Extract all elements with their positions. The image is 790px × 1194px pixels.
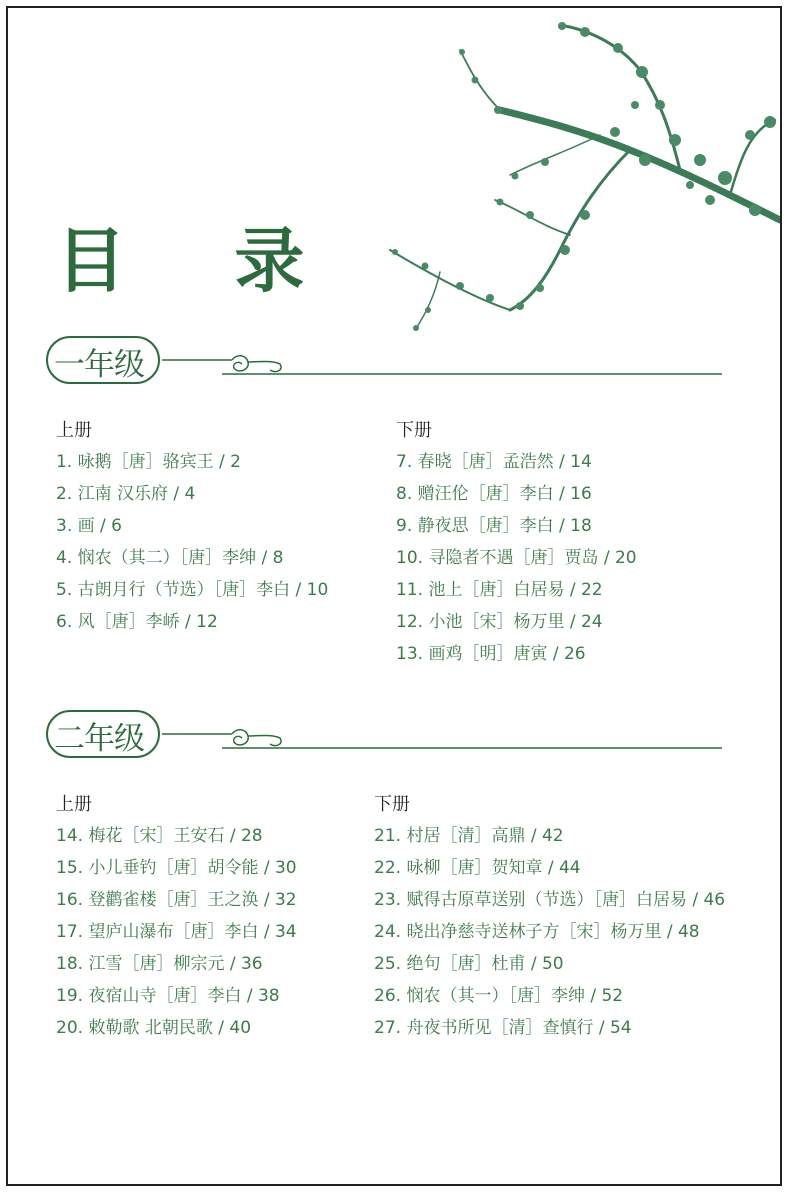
toc-entry[interactable]: 27. 舟夜书所见［清］查慎行 / 54 — [374, 1018, 632, 1038]
toc-entry[interactable]: 18. 江雪［唐］柳宗元 / 36 — [56, 954, 263, 974]
page-title: 目 录 — [56, 219, 347, 302]
plum-branch-icon — [380, 10, 780, 340]
toc-entry[interactable]: 19. 夜宿山寺［唐］李白 / 38 — [56, 986, 280, 1006]
grade-one-volume-2 — [396, 416, 637, 670]
toc-entry[interactable]: 6. 风［唐］李峤 / 12 — [56, 612, 218, 632]
toc-entry[interactable]: 5. 古朗月行（节选）［唐］李白 / 10 — [56, 580, 329, 600]
grade-one-header — [44, 334, 724, 386]
toc-entry[interactable]: 11. 池上［唐］白居易 / 22 — [396, 580, 603, 600]
grade-two-label: 二年级 — [54, 721, 144, 757]
toc-entry[interactable]: 14. 梅花［宋］王安石 / 28 — [56, 826, 263, 846]
volume-heading: 上册 — [56, 420, 92, 441]
grade-divider-line — [162, 708, 722, 760]
volume-heading: 下册 — [374, 794, 410, 815]
toc-entry[interactable]: 8. 赠汪伦［唐］李白 / 16 — [396, 484, 592, 504]
toc-entry[interactable]: 13. 画鸡［明］唐寅 / 26 — [396, 644, 586, 664]
grade-two-header — [44, 708, 724, 760]
toc-entry[interactable]: 3. 画 / 6 — [56, 516, 122, 536]
toc-entry[interactable]: 4. 悯农（其二）［唐］李绅 / 8 — [56, 548, 284, 568]
toc-entry[interactable]: 1. 咏鹅［唐］骆宾王 / 2 — [56, 452, 241, 472]
toc-entry[interactable]: 21. 村居［清］高鼎 / 42 — [374, 826, 564, 846]
toc-entry[interactable]: 24. 晓出净慈寺送林子方［宋］杨万里 / 48 — [374, 922, 700, 942]
toc-entry[interactable]: 10. 寻隐者不遇［唐］贾岛 / 20 — [396, 548, 637, 568]
toc-entry[interactable]: 16. 登鹳雀楼［唐］王之涣 / 32 — [56, 890, 297, 910]
toc-entry[interactable]: 12. 小池［宋］杨万里 / 24 — [396, 612, 603, 632]
toc-entry[interactable]: 20. 敕勒歌 北朝民歌 / 40 — [56, 1018, 252, 1038]
toc-entry[interactable]: 23. 赋得古原草送别（节选）［唐］白居易 / 46 — [374, 890, 726, 910]
grade-divider-line — [162, 334, 722, 386]
grade-two-volume-1 — [56, 790, 297, 1044]
grade-two-volume-2 — [374, 790, 725, 1044]
toc-entry[interactable]: 2. 江南 汉乐府 / 4 — [56, 484, 196, 504]
volume-heading: 上册 — [56, 794, 92, 815]
grade-one-label: 一年级 — [54, 347, 144, 383]
toc-entry[interactable]: 9. 静夜思［唐］李白 / 18 — [396, 516, 592, 536]
toc-entry[interactable]: 15. 小儿垂钓［唐］胡令能 / 30 — [56, 858, 297, 878]
toc-entry[interactable]: 25. 绝句［唐］杜甫 / 50 — [374, 954, 564, 974]
toc-entry[interactable]: 26. 悯农（其一）［唐］李绅 / 52 — [374, 986, 624, 1006]
toc-entry[interactable]: 17. 望庐山瀑布［唐］李白 / 34 — [56, 922, 297, 942]
toc-entry[interactable]: 22. 咏柳［唐］贺知章 / 44 — [374, 858, 581, 878]
grade-one-volume-1 — [56, 416, 328, 638]
toc-entry[interactable]: 7. 春晓［唐］孟浩然 / 14 — [396, 452, 592, 472]
volume-heading: 下册 — [396, 420, 432, 441]
